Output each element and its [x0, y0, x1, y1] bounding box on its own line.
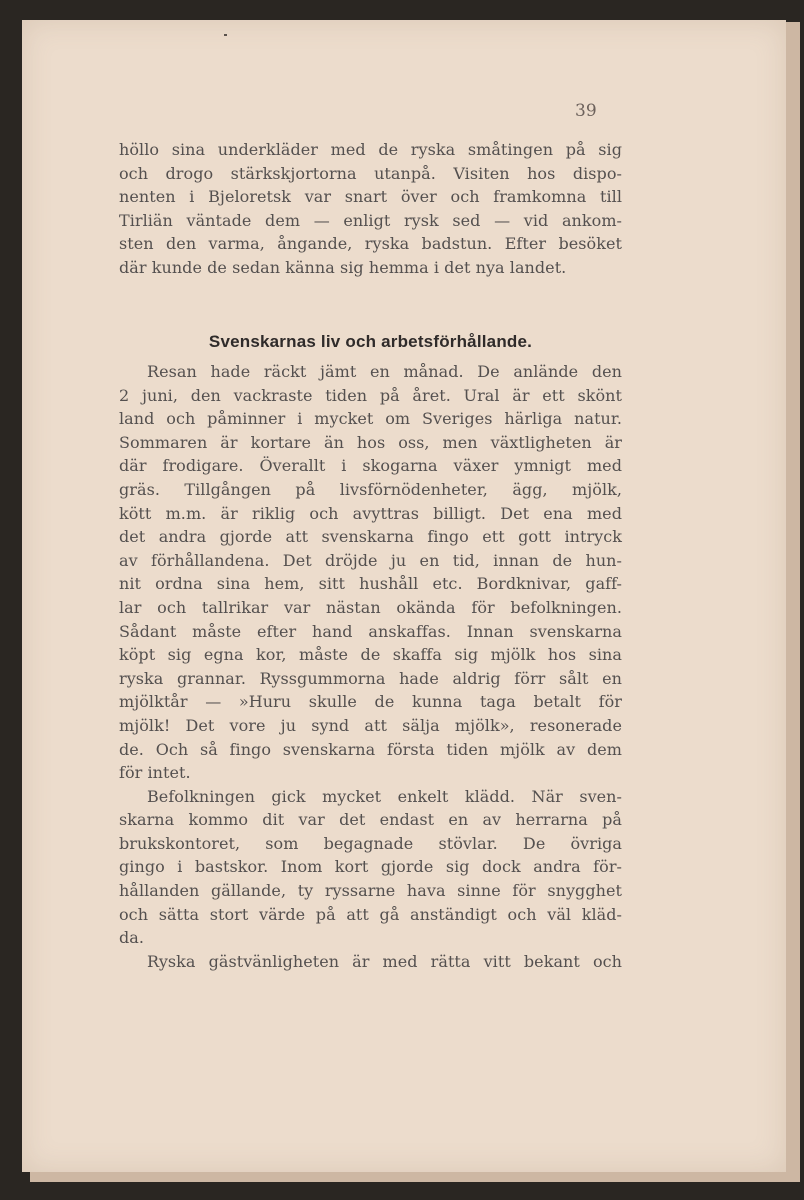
text-line: Sommaren är kortare än hos oss, men växtligheten är [119, 432, 622, 452]
print-speck [224, 34, 227, 36]
text-line: köpt sig egna kor, måste de skaffa sig mjölk hos sina [119, 645, 622, 665]
page-number: 39 [575, 101, 597, 121]
text-line: kött m.m. är riklig och avyttras billigt. Det ena med [119, 503, 622, 523]
section-body [119, 360, 622, 973]
text-line: och sätta stort värde på att gå anständigt och väl kläd- [119, 904, 622, 924]
text-line: höllo sina underkläder med de ryska småtingen på sig [119, 140, 622, 159]
text-line: 2 juni, den vackraste tiden på året. Ural är ett skönt [119, 385, 622, 405]
text-line: Resan hade räckt jämt en månad. De anlände den [147, 362, 622, 381]
text-line: av förhållandena. Det dröjde ju en tid, innan de hun- [119, 550, 622, 570]
text-line: och drogo stärkskjortorna utanpå. Visiten hos dispo- [119, 163, 622, 183]
text-line: mjölk! Det vore ju synd att sälja mjölk», resonerade [119, 715, 622, 735]
text-line: Tirliän väntade dem — enligt rysk sed — vid ankom- [119, 210, 622, 230]
text-line: nit ordna sina hem, sitt hushåll etc. Bordknivar, gaff- [119, 574, 622, 594]
text-line: da. [119, 928, 145, 948]
text-line: brukskontoret, som begagnade stövlar. De övriga [119, 833, 622, 853]
intro-paragraph [119, 138, 622, 280]
text-line: skarna kommo dit var det endast en av herrarna på [119, 810, 622, 830]
text-line: nenten i Bjeloretsk var snart över och framkomna till [119, 187, 622, 207]
text-line: ryska grannar. Ryssgummorna hade aldrig förr sålt en [119, 668, 622, 688]
text-line: Befolkningen gick mycket enkelt klädd. När sven- [147, 786, 622, 806]
text-line: där frodigare. Överallt i skogarna växer ymnigt med [119, 456, 622, 476]
text-line: Ryska gästvänligheten är med rätta vitt bekant och [147, 951, 622, 971]
text-line: hållanden gällande, ty ryssarne hava sinne för snygghet [119, 881, 622, 901]
text-line: sten den varma, ångande, ryska badstun. Efter besöket [119, 234, 622, 254]
text-line: Sådant måste efter hand anskaffas. Innan svenskarna [119, 621, 622, 641]
text-line: gräs. Tillgången på livsförnödenheter, ägg, mjölk, [119, 479, 622, 499]
text-line: det andra gjorde att svenskarna fingo ett gott intryck [119, 527, 622, 547]
text-line: gingo i bastskor. Inom kort gjorde sig dock andra för- [119, 857, 622, 877]
text-line: mjölktår — »Huru skulle de kunna taga betalt för [119, 692, 622, 712]
text-line: lar och tallrikar var nästan okända för befolkningen. [119, 597, 622, 617]
text-line: de. Och så fingo svenskarna första tiden mjölk av dem [119, 739, 622, 759]
text-line: land och påminner i mycket om Sveriges härliga natur. [119, 409, 622, 429]
text-line: för intet. [119, 763, 191, 783]
section-heading: Svenskarnas liv och arbetsförhållande. [208, 332, 533, 351]
text-line: där kunde de sedan känna sig hemma i det nya landet. [119, 257, 567, 277]
